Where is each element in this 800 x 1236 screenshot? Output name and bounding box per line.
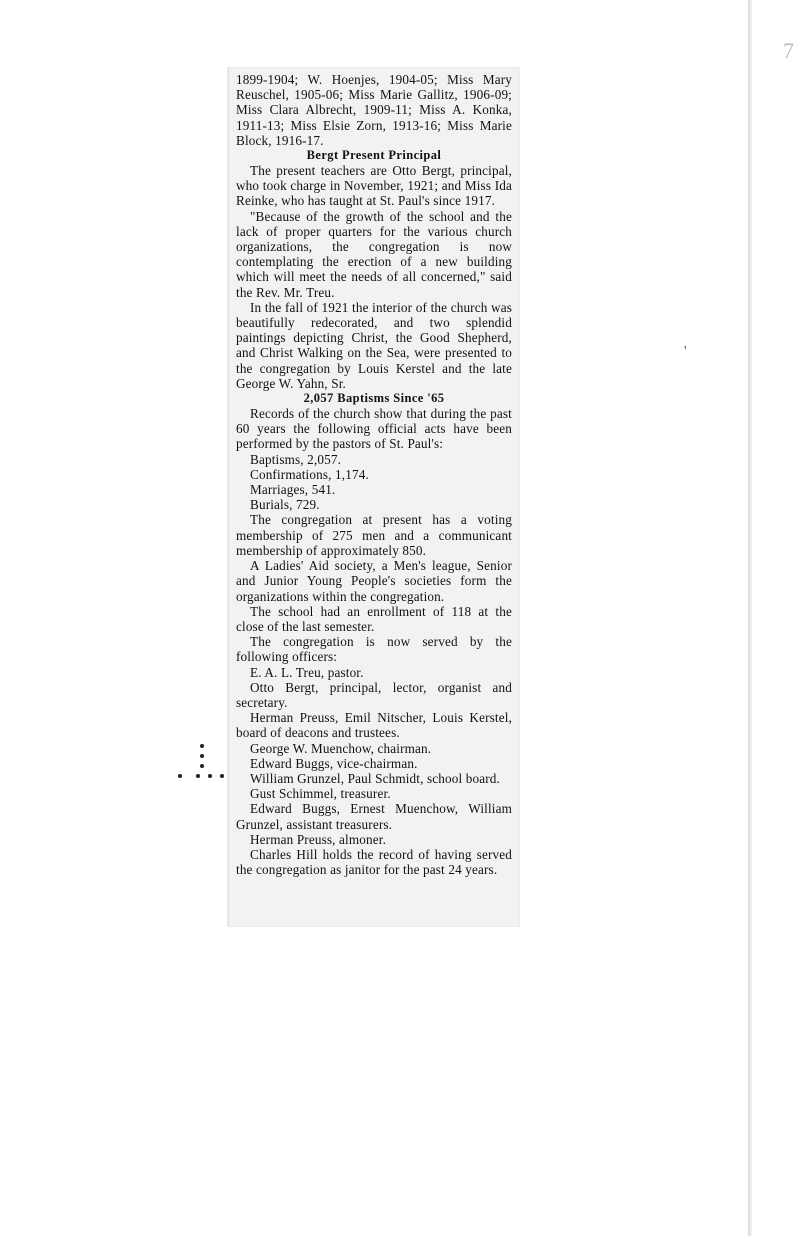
paragraph-quote: "Because of the growth of the school and the lack of proper quarters for the various church organizations, the congregation is now contemplating the erection of a new building which will meet the needs of all concerned," said the Rev. Mr. Treu. (236, 208, 512, 300)
officer-line: George W. Muenchow, chairman. (250, 740, 432, 756)
scan-edge-shadow (748, 0, 752, 1236)
stat-line: Burials, 729. (250, 497, 320, 513)
officer-line: Herman Preuss, Emil Nitscher, Louis Kerstel, board of deacons and trustees. (236, 710, 512, 741)
paragraph-redecoration: In the fall of 1921 the interior of the church was beautifully redecorated, and two splendid paintings depicting Christ, the Good Shepherd, and Christ Walking on the Sea, were presented to the congregation by Louis Kerstel and the late George W. Yahn, Sr. (236, 299, 512, 391)
stat-line: Confirmations, 1,174. (250, 466, 369, 482)
officer-line: William Grunzel, Paul Schmidt, school board. (250, 770, 500, 786)
paragraph-societies: A Ladies' Aid society, a Men's league, Senior and Junior Young People's societies form the organizations within the congregation. (236, 558, 512, 604)
page-number-mark: 7 (783, 38, 794, 63)
stat-line: Marriages, 541. (250, 482, 336, 498)
officer-line: Edward Buggs, vice-chairman. (250, 755, 418, 771)
officer-line: E. A. L. Treu, pastor. (250, 664, 364, 680)
paragraph-teachers: The present teachers are Otto Bergt, principal, who took charge in November, 1921; and Miss Ida Reinke, who has taught at St. Paul's since 1917. (236, 163, 512, 209)
officer-line: Otto Bergt, principal, lector, organist and secretary. (236, 679, 512, 710)
stat-line: Baptisms, 2,057. (250, 451, 342, 467)
stray-mark: ' (684, 344, 687, 359)
officer-line: Herman Preuss, almoner. (250, 831, 387, 847)
paragraph-membership: The congregation at present has a voting membership of 275 men and a communicant membership of approximately 850. (236, 512, 512, 558)
paragraph-records: Records of the church show that during the past 60 years the following official acts have been performed by the pastors of St. Paul's: (236, 406, 512, 452)
article-intro: 1899-1904; W. Hoenjes, 1904-05; Miss Mary Reuschel, 1905-06; Miss Marie Gallitz, 1906-09; Miss Clara Albrecht, 1909-11; Miss A. Konka, 1911-13; Miss Elsie Zorn, 1913-16; Miss Marie Block, 1916-17. (236, 72, 512, 148)
subheading-baptisms: 2,057 Baptisms Since '65 (303, 391, 445, 406)
officer-line: Edward Buggs, Ernest Muenchow, William Grunzel, assistant treasurers. (236, 801, 512, 832)
article-column (236, 72, 512, 877)
subheading-principal: Bergt Present Principal (306, 148, 442, 163)
paragraph-janitor: Charles Hill holds the record of having served the congregation as janitor for the past 24 years. (236, 846, 512, 878)
dotted-marks (196, 742, 236, 782)
paragraph-officers-intro: The congregation is now served by the following officers: (236, 634, 512, 665)
paragraph-enrollment: The school had an enrollment of 118 at the close of the last semester. (236, 603, 512, 634)
officer-line: Gust Schimmel, treasurer. (250, 786, 391, 802)
